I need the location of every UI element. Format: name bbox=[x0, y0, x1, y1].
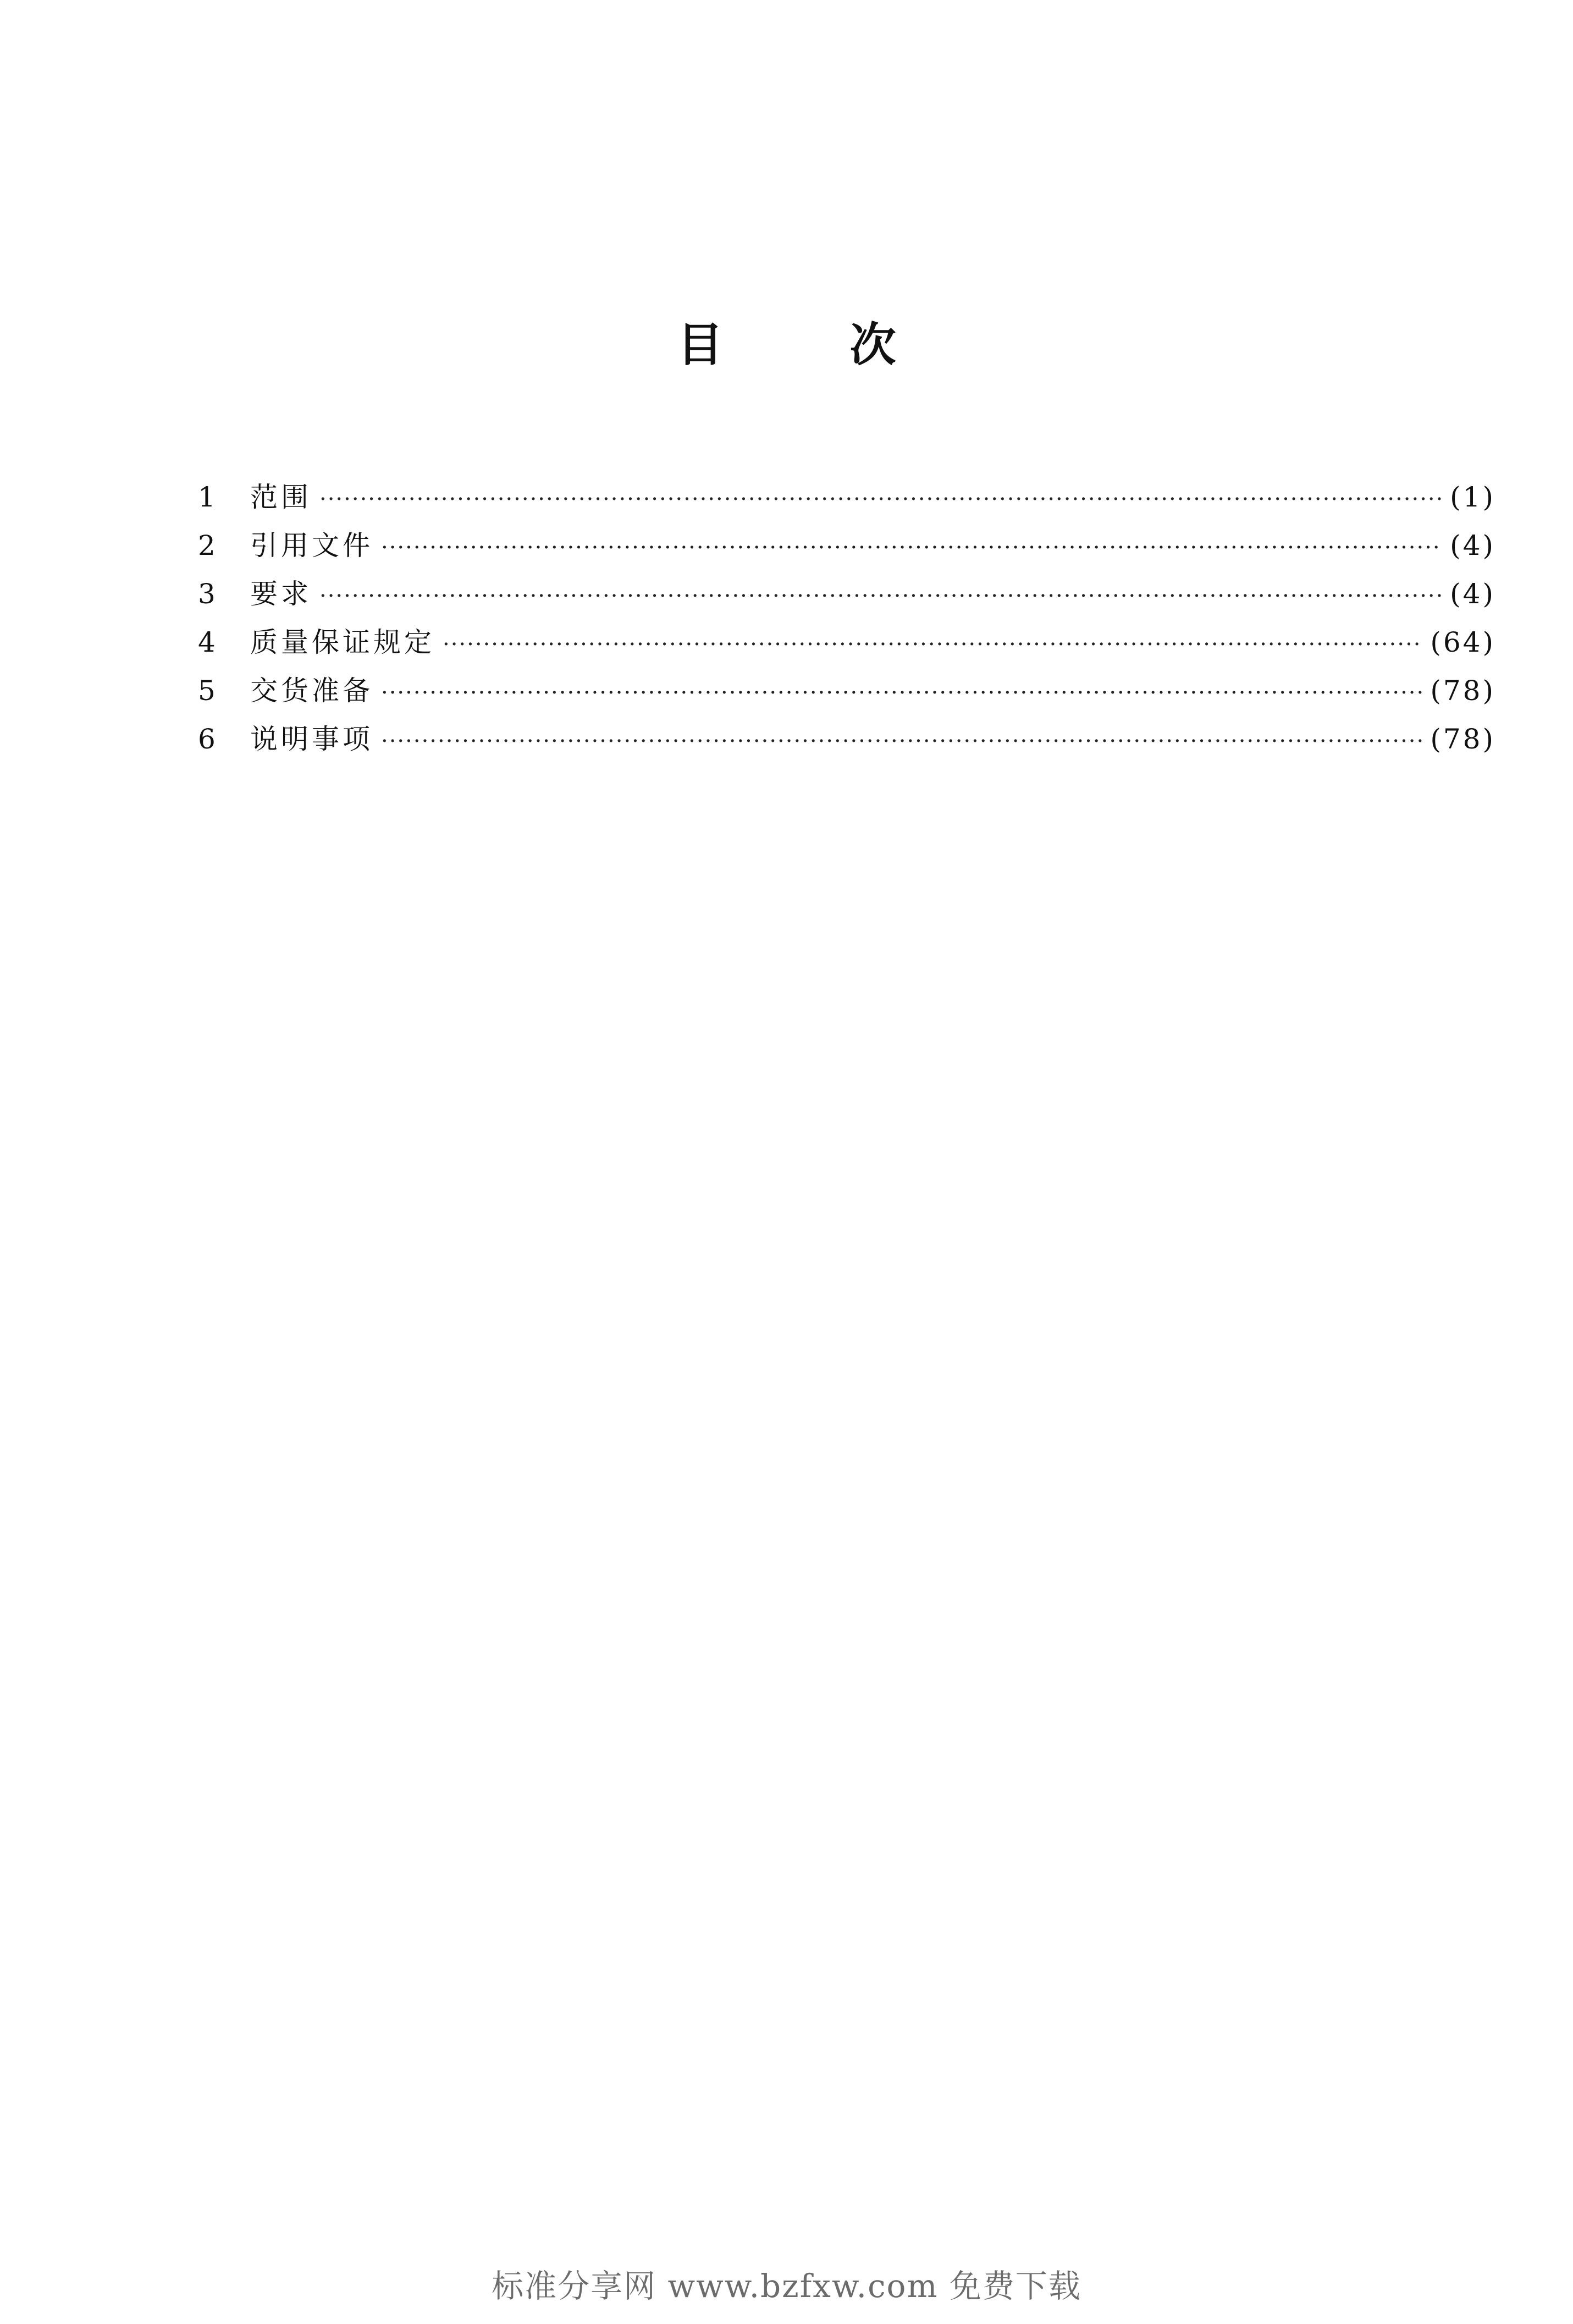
toc-entry-title: 说明事项 bbox=[250, 723, 373, 755]
table-of-contents bbox=[198, 473, 1495, 763]
title-char-1: 目 bbox=[677, 318, 724, 372]
toc-entry-page: (1) bbox=[1450, 481, 1495, 513]
toc-entry-number: 2 bbox=[198, 530, 216, 561]
toc-entry-page: (78) bbox=[1430, 675, 1495, 707]
toc-entry-title: 要求 bbox=[250, 578, 312, 610]
toc-entry-page: (4) bbox=[1450, 578, 1495, 610]
toc-entry[interactable] bbox=[198, 715, 1495, 763]
toc-entry[interactable] bbox=[198, 473, 1495, 521]
title-char-2: 次 bbox=[849, 318, 896, 372]
toc-leader-dots bbox=[319, 475, 1442, 524]
toc-entry-title: 质量保证规定 bbox=[250, 626, 435, 658]
toc-leader-dots bbox=[381, 524, 1442, 572]
toc-entry-number: 6 bbox=[198, 723, 216, 755]
toc-entry-title: 引用文件 bbox=[250, 530, 373, 561]
toc-entry-title: 交货准备 bbox=[250, 675, 373, 707]
toc-entry-number: 5 bbox=[198, 675, 216, 707]
toc-entry[interactable] bbox=[198, 667, 1495, 715]
toc-entry[interactable] bbox=[198, 570, 1495, 618]
toc-leader-dots bbox=[319, 572, 1442, 620]
toc-leader-dots bbox=[381, 669, 1422, 717]
toc-entry-page: (64) bbox=[1430, 626, 1495, 658]
toc-entry-number: 4 bbox=[198, 626, 216, 658]
page-title bbox=[0, 308, 1573, 375]
toc-entry[interactable] bbox=[198, 521, 1495, 570]
toc-entry-title: 范围 bbox=[250, 481, 312, 513]
toc-leader-dots bbox=[443, 620, 1422, 669]
toc-entry-page: (78) bbox=[1430, 723, 1495, 755]
toc-entry[interactable] bbox=[198, 618, 1495, 667]
toc-entry-number: 1 bbox=[198, 481, 216, 513]
toc-entry-number: 3 bbox=[198, 578, 216, 610]
toc-entry-page: (4) bbox=[1450, 530, 1495, 561]
watermark-footer: 标准分享网 www.bzfxw.com 免费下载 bbox=[492, 2267, 1081, 2305]
toc-leader-dots bbox=[381, 717, 1422, 766]
